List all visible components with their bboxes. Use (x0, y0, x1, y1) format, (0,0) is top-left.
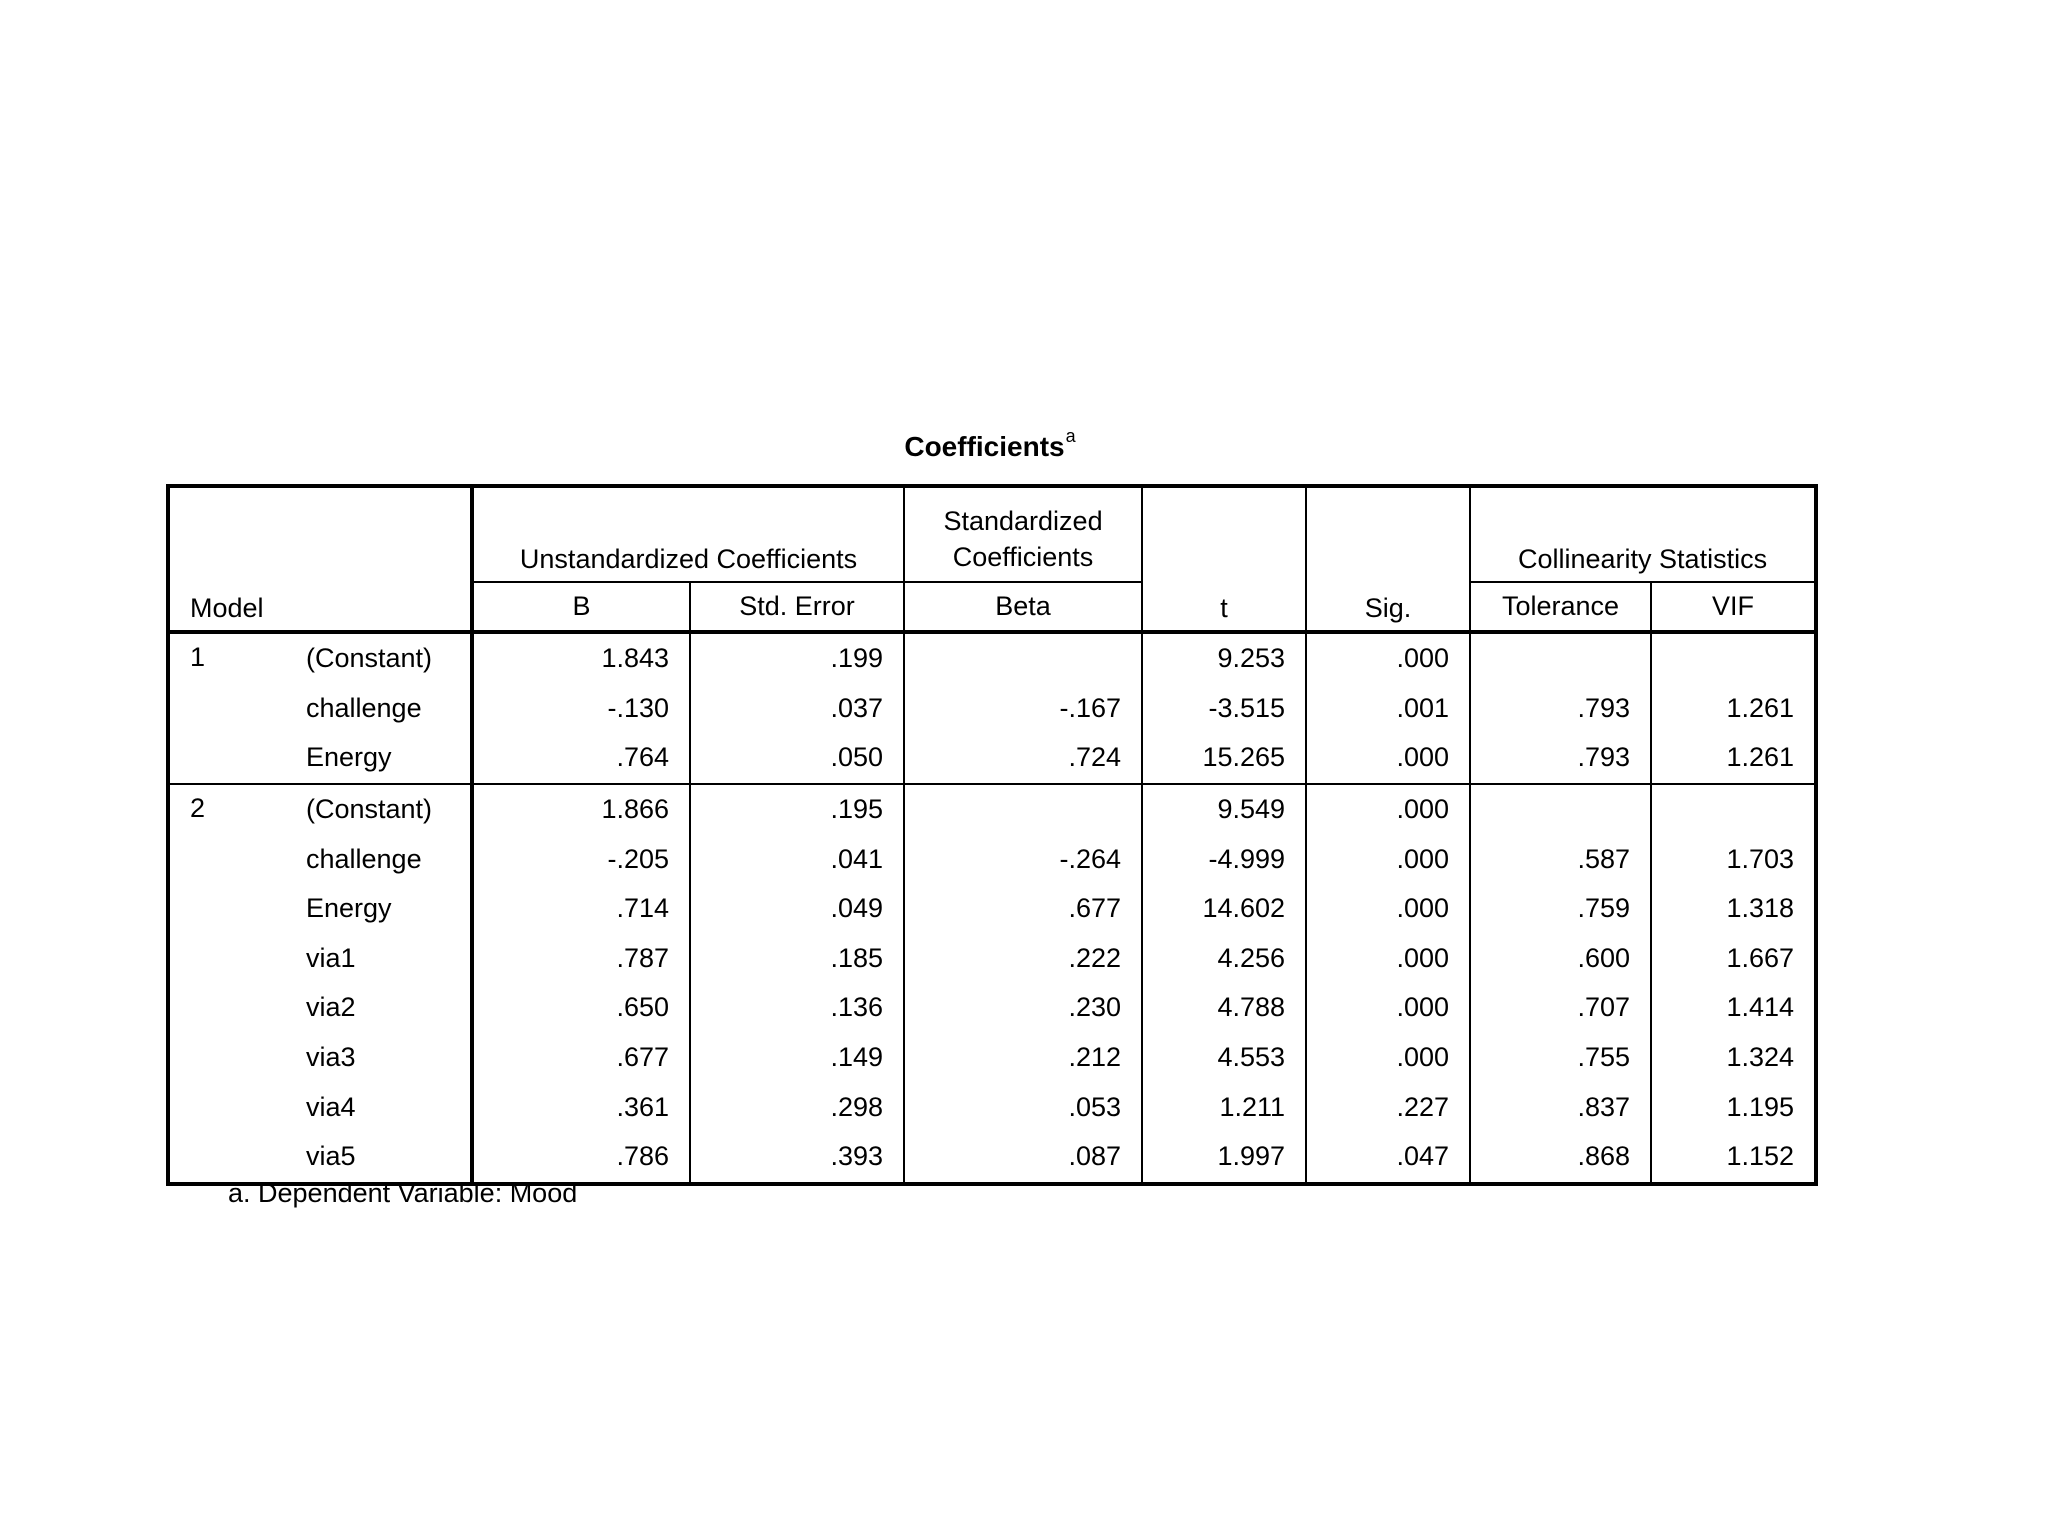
cell-sig: .000 (1306, 934, 1470, 984)
cell-std-error: .049 (690, 884, 904, 934)
header-unstandardized: Unstandardized Coefficients (472, 486, 904, 582)
cell-sig: .047 (1306, 1132, 1470, 1184)
header-t: t (1142, 486, 1306, 632)
cell-std-error: .199 (690, 632, 904, 684)
cell-std-error: .298 (690, 1082, 904, 1132)
cell-std-error: .393 (690, 1132, 904, 1184)
cell-vif: 1.261 (1651, 684, 1816, 734)
cell-vif: 1.324 (1651, 1033, 1816, 1083)
row-label: (Constant) (286, 632, 472, 684)
cell-std-error: .185 (690, 934, 904, 984)
header-standardized (904, 486, 1142, 582)
cell-beta (904, 632, 1142, 684)
cell-vif (1651, 784, 1816, 835)
cell-beta: .212 (904, 1033, 1142, 1083)
coefficients-table (166, 484, 1818, 1186)
table-row (168, 983, 1816, 1033)
cell-t: 4.553 (1142, 1033, 1306, 1083)
cell-b: -.205 (472, 834, 690, 884)
cell-beta: -.264 (904, 834, 1142, 884)
cell-t: 1.211 (1142, 1082, 1306, 1132)
cell-b: 1.866 (472, 784, 690, 835)
header-tolerance: Tolerance (1470, 582, 1651, 632)
cell-tolerance: .868 (1470, 1132, 1651, 1184)
model-number: 1 (168, 632, 286, 784)
cell-b: 1.843 (472, 632, 690, 684)
cell-tolerance: .600 (1470, 934, 1651, 984)
cell-b: .361 (472, 1082, 690, 1132)
row-label: Energy (306, 742, 392, 773)
cell-sig: .000 (1306, 834, 1470, 884)
cell-b: .714 (472, 884, 690, 934)
cell-t: 1.997 (1142, 1132, 1306, 1184)
header-sig: Sig. (1306, 486, 1470, 632)
row-label: via2 (306, 992, 356, 1023)
cell-std-error: .050 (690, 733, 904, 784)
cell-b: .764 (472, 733, 690, 784)
table-row (168, 1082, 1816, 1132)
table-row (168, 733, 1816, 784)
header-standardized-line2: Coefficients (952, 542, 1094, 572)
cell-beta (904, 784, 1142, 835)
row-label: (Constant) (286, 784, 472, 835)
cell-vif: 1.152 (1651, 1132, 1816, 1184)
cell-b: .677 (472, 1033, 690, 1083)
cell-std-error: .041 (690, 834, 904, 884)
cell-sig: .227 (1306, 1082, 1470, 1132)
cell-t: 9.549 (1142, 784, 1306, 835)
table-row (168, 934, 1816, 984)
cell-sig: .000 (1306, 784, 1470, 835)
row-label: via1 (306, 942, 356, 973)
cell-vif: 1.318 (1651, 884, 1816, 934)
cell-t: -3.515 (1142, 684, 1306, 734)
table-row (168, 632, 1816, 684)
cell-tolerance: .759 (1470, 884, 1651, 934)
cell-tolerance: .793 (1470, 684, 1651, 734)
cell-beta: .053 (904, 1082, 1142, 1132)
cell-beta: .677 (904, 884, 1142, 934)
cell-tolerance (1470, 632, 1651, 684)
cell-t: 4.256 (1142, 934, 1306, 984)
cell-std-error: .195 (690, 784, 904, 835)
cell-b: .786 (472, 1132, 690, 1184)
table-title-text: Coefficients (904, 431, 1065, 462)
table-body (168, 632, 1816, 1184)
header-vif: VIF (1651, 582, 1816, 632)
cell-tolerance: .707 (1470, 983, 1651, 1033)
row-label: via5 (306, 1141, 356, 1172)
header-standardized-line1: Standardized (943, 506, 1103, 536)
table-row (168, 784, 1816, 835)
cell-t: 14.602 (1142, 884, 1306, 934)
header-collinearity: Collinearity Statistics (1470, 486, 1816, 582)
header-b: B (472, 582, 690, 632)
row-label: Energy (306, 893, 392, 924)
cell-beta: .087 (904, 1132, 1142, 1184)
cell-vif: 1.667 (1651, 934, 1816, 984)
cell-b: -.130 (472, 684, 690, 734)
cell-vif: 1.195 (1651, 1082, 1816, 1132)
header-row-1 (168, 486, 1816, 582)
table-title (166, 426, 1814, 463)
cell-t: -4.999 (1142, 834, 1306, 884)
cell-tolerance: .587 (1470, 834, 1651, 884)
table-title-superscript: a (1065, 426, 1076, 446)
cell-sig: .001 (1306, 684, 1470, 734)
row-label: via3 (306, 1042, 356, 1073)
cell-vif (1651, 632, 1816, 684)
cell-beta: .222 (904, 934, 1142, 984)
cell-t: 4.788 (1142, 983, 1306, 1033)
cell-tolerance: .837 (1470, 1082, 1651, 1132)
header-beta: Beta (904, 582, 1142, 632)
cell-b: .650 (472, 983, 690, 1033)
table-footnote: a. Dependent Variable: Mood (228, 1178, 578, 1208)
cell-tolerance: .793 (1470, 733, 1651, 784)
cell-std-error: .136 (690, 983, 904, 1033)
cell-sig: .000 (1306, 1033, 1470, 1083)
row-label: via4 (306, 1091, 356, 1122)
cell-beta: .230 (904, 983, 1142, 1033)
table-row (168, 1132, 1816, 1184)
row-label: challenge (306, 843, 422, 874)
cell-beta: .724 (904, 733, 1142, 784)
cell-tolerance (1470, 784, 1651, 835)
cell-sig: .000 (1306, 884, 1470, 934)
cell-sig: .000 (1306, 632, 1470, 684)
cell-tolerance: .755 (1470, 1033, 1651, 1083)
cell-b: .787 (472, 934, 690, 984)
table-row (168, 884, 1816, 934)
cell-t: 9.253 (1142, 632, 1306, 684)
cell-sig: .000 (1306, 733, 1470, 784)
model-number: 2 (168, 784, 286, 1184)
cell-t: 15.265 (1142, 733, 1306, 784)
cell-vif: 1.414 (1651, 983, 1816, 1033)
header-std-error: Std. Error (690, 582, 904, 632)
row-label: challenge (306, 692, 422, 723)
table-row (168, 834, 1816, 884)
cell-std-error: .037 (690, 684, 904, 734)
cell-sig: .000 (1306, 983, 1470, 1033)
table-row (168, 1033, 1816, 1083)
cell-beta: -.167 (904, 684, 1142, 734)
cell-vif: 1.261 (1651, 733, 1816, 784)
cell-vif: 1.703 (1651, 834, 1816, 884)
cell-std-error: .149 (690, 1033, 904, 1083)
table-row (168, 684, 1816, 734)
header-model: Model (190, 593, 264, 623)
